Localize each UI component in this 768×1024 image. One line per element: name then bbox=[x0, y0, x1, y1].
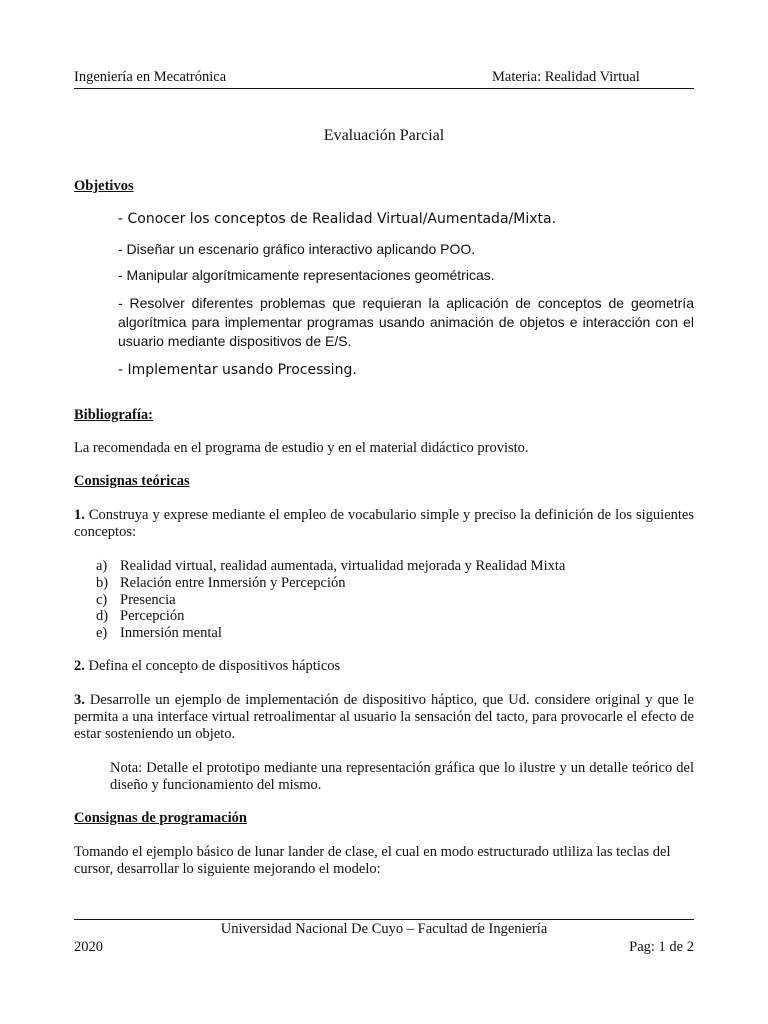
footer-institution: Universidad Nacional De Cuyo – Facultad de Ingeniería bbox=[220, 921, 548, 937]
objetivo-item-3: - Manipular algorítmicamente representaciones geométricas. bbox=[118, 267, 495, 283]
list-item-text: Presencia bbox=[120, 591, 176, 608]
question-3-number: 3. bbox=[74, 692, 85, 708]
question-3-text: Desarrolle un ejemplo de implementación de dispositivo háptico, que Ud. considere original y que le permita a una interface virtual retroalimentar al usuario la sensación del tacto, para provocarle el efecto de estar sosteniendo un objeto. bbox=[74, 692, 694, 742]
objetivo-item-4: - Resolver diferentes problemas que requieran la aplicación de conceptos de geometría algorítmica para implementar programas usando animación de objetos e interacción con el usuario mediante dispositivos de E/S. bbox=[118, 295, 694, 349]
list-item-label: a) bbox=[96, 558, 108, 574]
bibliografia-heading: Bibliografía: bbox=[74, 407, 153, 423]
list-item bbox=[96, 592, 565, 609]
footer-rule bbox=[74, 919, 694, 920]
question-3 bbox=[74, 692, 694, 743]
list-item-label: e) bbox=[96, 625, 108, 642]
list-item-text: Inmersión mental bbox=[120, 625, 222, 642]
question-2-number: 2. bbox=[74, 658, 85, 674]
footer-year: 2020 bbox=[74, 939, 103, 955]
list-item-label: d) bbox=[96, 608, 109, 625]
consignas-programacion-heading: Consignas de programación bbox=[74, 810, 247, 826]
list-item-text: Realidad virtual, realidad aumentada, virtualidad mejorada y Realidad Mixta bbox=[120, 558, 566, 574]
question-1 bbox=[74, 507, 694, 541]
list-item-label: c) bbox=[96, 591, 108, 608]
objetivo-item-2: - Diseñar un escenario gráfico interactivo aplicando POO. bbox=[118, 241, 476, 257]
header-rule bbox=[74, 88, 694, 89]
list-item-text: Relación entre Inmersión y Percepción bbox=[120, 574, 346, 591]
question-1-number: 1. bbox=[74, 507, 85, 523]
list-item-label: b) bbox=[96, 574, 109, 591]
objetivos-heading: Objetivos bbox=[74, 178, 134, 194]
footer-page-number: Pag: 1 de 2 bbox=[629, 939, 694, 955]
header-subject: Materia: Realidad Virtual bbox=[492, 69, 640, 85]
list-item bbox=[96, 608, 565, 625]
question-3-note: Nota: Detalle el prototipo mediante una representación gráfica que lo ilustre y un detalle teórico del diseño y funcionamiento del mismo. bbox=[110, 760, 694, 793]
header-career: Ingeniería en Mecatrónica bbox=[74, 69, 227, 85]
objetivo-item-1: - Conocer los conceptos de Realidad Virtual/Aumentada/Mixta. bbox=[118, 211, 557, 227]
programacion-text: Tomando el ejemplo básico de lunar lander de clase, el cual en modo estructurado utliliza las teclas del cursor, desarrollar lo siguiente mejorando el modelo: bbox=[74, 844, 671, 877]
page-title: Evaluación Parcial bbox=[323, 127, 445, 144]
consignas-teoricas-heading: Consignas teóricas bbox=[74, 473, 190, 489]
concepts-list bbox=[96, 558, 565, 642]
list-item bbox=[96, 625, 565, 642]
objetivo-item-5: - Implementar usando Processing. bbox=[118, 362, 357, 378]
list-item bbox=[96, 575, 565, 592]
list-item bbox=[96, 558, 565, 575]
bibliografia-text: La recomendada en el programa de estudio y en el material didáctico provisto. bbox=[74, 440, 529, 456]
question-1-text: Construya y exprese mediante el empleo de vocabulario simple y preciso la definición de los siguientes conceptos: bbox=[74, 507, 694, 540]
question-2-text: Defina el concepto de dispositivos hápticos bbox=[84, 658, 341, 674]
question-2 bbox=[74, 658, 340, 675]
list-item-text: Percepción bbox=[120, 608, 185, 625]
